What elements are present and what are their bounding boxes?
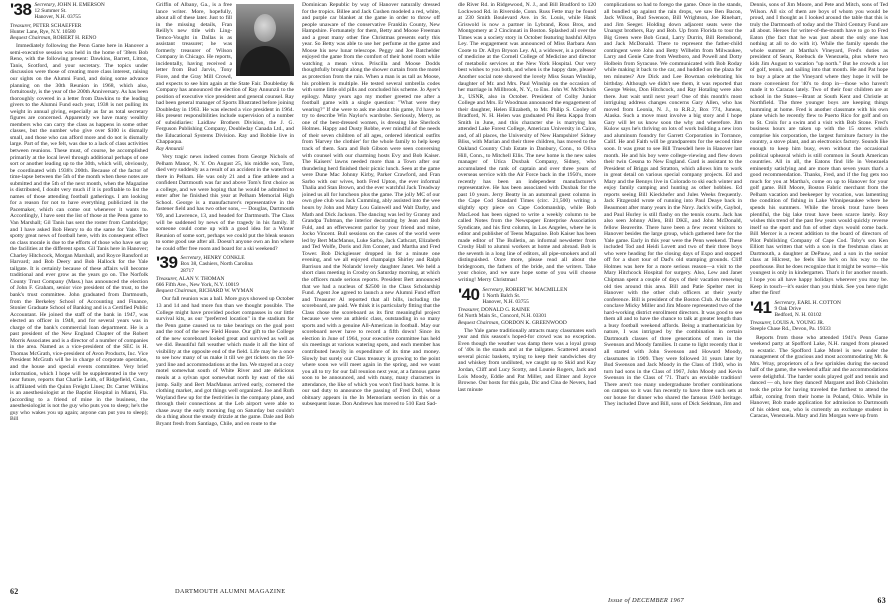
class-officers: Secretary, EARL H. COTTON 9 Oak Drive Bedford, N. H. 03102 [774, 299, 841, 319]
class-1938-continued-column [156, 2, 294, 427]
magazine-title: DARTMOUTH ALUMNI MAGAZINE [175, 588, 286, 595]
treasurer-info: Treasurer, PETER SCHAEFFER Hunter Lane, Rye, N.Y. 10580 Bequest Chairman, ROBERT H. RENO [10, 22, 97, 42]
class-notes-text: The Yale game traditionally attracts many classmates each year and this season's hoped-for crowd was no exception. Even though the weather was damp there was a loyal group of '40s in the stands and at the tailgates. Scattered around several picnic baskets, trying to keep their sandwiches dry and whiskey from undiluted, we caught up to Skid and Kay Jordan, Cliff and Lucy Scotty, and Lounie Rogers, Jack and Lois Moody, Eddie and Pat Miller, and Elmer and Joyce Browne. Our hosts for this gala, Dic and Cina de Nevers, had last minute [458, 327, 596, 393]
class-year: '39 [156, 253, 178, 273]
portrait-face [254, 14, 276, 42]
class-notes-text: Reports from those who attended 1941's Penn Game weekend party at Spofford Lake, N.H. ranged from pleased to ecstatic. The Spofford Lake Motel is new under the management of the gracious and most accommodating Mr. & Mrs. Wray, proprietors of a few sprinkles during the second half of the game, the weekend affair and the accommodations were delightful. The harder souls played golf and tennis and danced — oh, how they danced! Margaret and Bob Chisholm took the prize for having traveled the furthest to attend the affair, coming from their home in Poland, Ohio. While in Hanover, Bob made application for admission to Dartmouth of his oldest son, who is currently an exchange student in Caracas, Venezuela. Mary and Jim Morgan were up from [750, 334, 888, 420]
class-year: '38 [10, 2, 32, 19]
class-header-1941 [750, 297, 888, 319]
page-number: 63 [877, 596, 886, 605]
left-page [0, 0, 448, 600]
class-notes-text: complications so had to forego the game. Once in the stands, all bundled up against the rain drops, we saw Ben Bacon, Jack Wilson, Bud Swenson, Bill Wrightson, Joe Rinehart, and Jim Seeger. Holding down adjacent seats were the Unangst brothers, Ray and Bob. Up from Florida to tour the Big Green were Bob Graul, Larry Durrin, Bill Remsbond, and Jack McDonald. There to represent the father-child contingent were John and Betty Wilhelm from Milwaukee, Larry and Genie Cate from Westboro, and Powell and Dotty Holbein from Syracuse. We communicated with Bob Roday while making it back to the car, and huddled on the plaza for ten minutes? Are Dick and Lee Bowman celebrating his birthday. Although we didn't see them, it was reported that George Weiss, Don Hitchcock, and Ray Hotaling were also there. Just wait until next year! One of this month's most intriguing address changes concerns Gary Allen, who has moved from Leonia, N. J., to R.R.2, Box 774, Juneau, Alaska. Such a move must involve a big story and I hope Gary will let us know soon the why and wherefore. Jim Kulow says he's thriving on lots of work building a new iron and aluminum foundry for Garrett Corporation in Torrance, Calif. He and Faith will be grandparents for the second time soon. It was great to see Bill Truesdell here in Hanover last month. He and his boy were college-viewing and flew down their twin Cessna to New England. Gard is assistant to the President of Briggs and Stratton, which allows him to work in great detail on various special company projects. Ed and Mary and the Bennys live in Colorado to ski each winter and enjoy family camping and hunting as other hobbies. Ed reports seeing Bill Kieckhefer and Jules Weeks frequently. Jack Fitzgerald wrote of running into Paul Deaye back in Beaumont after many years in the Navy. Jack's wife, Gaybol, and Paul Hurley is still flashy on the tennis courts. Jack has also seen Johnny Allen, Bill DKE, and John McDonald, fellow Beaverite. There have been a few recent visitors to Hanover besides the large group, which gathered here for the Yale game. Early in this year were the Penn weekend. These included Tod and Heidi Lovett and two of their three boys who were heading for the closing days of Expo and stopped off for a short tour of Dad's old stamping grounds. Cliff Holmes was here for a more serious reason—a visit to the Mary Hitchcock Hospital for surgery. Also, Lew and Janet Chipman spent a couple of days of their vacation renewing old ties around this area. Bill and Patie Spelter met in Hanover with the other club officers at their yearly conference. Bill is president of the Boston Club. At the same conclave Micky Miller and Jim Moore represented two of the hard-working district enrollment directors. It was good to see them all and to have the chance to talk at greater length than a busy football weekend affords. Being a mathematician by nature, I was intrigued by the combination in certain Dartmouth classes of three generations of men in the Swenson and Moody families. It came to light recently that it all started with John Swenson and Howard Moody, classmates in 1909. They were followed 31 years later by Bud Swenson and Jack Moody in the Class of 1940, who in turn had sons in the Class of 1967, John Moody and Kevin Swenson in the Class of '71. That's an enviable tradition! There aren't too many undergraduate brother combinations on campus so it was fun recently to have three such sets at our house for dinner who shared the famous 1940 heritage. They included Dave and Bill, sons of Dick Seidman, Jim and [604, 2, 742, 408]
class-1940-continued-column [604, 2, 742, 408]
class-officers: Secretary, HENRY CONKLE Box 38, Cashiers, North Carolina 28717 [180, 255, 253, 274]
class-officers: Secretary, JOHN H. EMERSON 12 Summer St. Hanover, N.H. 03755 [34, 2, 105, 21]
class-1940-end-column [750, 2, 888, 420]
class-notes-text: Dennis, sons of Jim Moore, and Pete and Mitch, sons of Ted Wilson. All six of them are boys of whom you would be proud, and I thought as I looked around the table that this is truly the Dartmouth of today and the Third Century Fund are all about. Heroes for writer-of-the-month have to go to Fred Eaton (the fact that he was just about the only one has nothing at all to do with it). While the family spends the whole summer at Martha's Vineyard, Fred's duties as president of Sears, Roebuck de Venezuela, plus where two kids Jim August to vacation "up north." But he crowds a lot of golf, tennis, and sailing into that month. He and Pat hope to buy a place at the Vineyard where they hope it will be more convenient for '40's to drop in—those who haven't made it to Caracas lately. Two of their four children are at school in the States—Brant at South Kent and Christie at Northfield. The three younger boys are keeping things humming at home. Fred is another classmate with his own plane which he recently flew to Puerto Rico for golf and on to St. Croix for a swim and a visit with Bob Stone. Fred's business hours are taken up with the 15 stores which comprise his corporation, the largest furniture factory in the country, a stove plant, and an electronics factory. Sounds like enough to keep him busy, even without the occasional political upheaval which is still common in South American countries. All in all, the Eatons find life in Venezuela eminently satisfying and are more than seven years that's a good recommendation. Thanks, Fred, and if the fog gets too much for you at Martha's, come on up to Hanover for your golf game. Bill Moore, Boston Fabric merchant from the Pelham vacation and beekeeper by vocation, was lamenting the condition of fishing in Lake Winnipesaukee where he spends his summers. While the brook trout have been plentiful, the big lake trout have been scarce lately. Roy wishes this trend of the past few years would quickly reverse itself so the sport and fun of other days would come back. Bill Mercer is a recent addition to the board of directors of Pilot Publishing Company of Cape Cod. Toby's son Ken Elliott has written that with a son in the freshman class at Dartmouth, a daughter at DePauw, and a son in the senior class at Hilcrest, he feels like he's on his way to the poorhouse. But he does recognize that it might be worse—his youngest is only in kindergarten. That's it for another month. I hope you all have happy holidays wherever you may be. Keep in touch—it's easier than you think. See you here right after the first! [750, 2, 888, 297]
class-notes-text: Dominican Republic by way of Hanover naturally dressed for the tropics. Billee and Jack Cushen modeled a red, white, and purple car blanket at the game in order to throw off people unaware of the conservative Franklin County, New Hampshire. Fortunately for them, Betty and Moose Freeman and a great many other fine Christmas presents early this year. So Betty was able to use her perfume at the game and Moose his new lunar telescope. Peggy and Joe Batchelder enjoyed the game from the comfort of their hotel room while watching a mean virus. Priscilla and Moose Dodds thoughtfully brought along the shower curtain from the motel as protection from the rain. When a man is as tall as Moose, his problem is multiple. He tested several umbrella codes with some little old pills and concluded his scheme. Jo Ayer's epilogy. Many years ago my mother greeted me after a football game with a single question: "What were they wearing?" If she were to ask me about this game, I'd have to try to describe Win Naylor's wardrobe. Seriously, Merry, as one of the best-dressed women, is dressing like Sherlock Holmes. Happy and Dusty Robbe, ever mindful of the needs of their seven children of all ages, ordered identical outfits from 'Harvey the clothier' for the whole family to help keep track of them. Sara and Bob Gibson were seen conversing with counsel with our charming hosts Evy and Bob Kaiser. The Kaisers' lawns needed more than a Town after our thundering herd finished their picnic lunch. Seen at the game were Dune Mac Johnny Kirby, Parker Crawford, and Fran Sarbo with our wives, both Fred Upton, the ever informal Thalia and Stan Brown, and the ever watchful Jack Treadway joined us all for luncheon plus the game. The jolly MC of our own glee club was Jack Cumming, ably assisted into the wee hours by John and Mary Lou Gainwell and Walt Darby, and Math and Dick Jackson. The dancing was led by Granny and Grandpa Tubman, the interior decorating by Jean and Bob Fuld, and an effervescent parlor by your friend and mine, Jocko Vincent. Bull sessions on the cases of the world were led by Bert MacManus, Luke Sarbo, Jack Cathcart, Elizabeth and Ted Wolfe, Doris and Jim Conner, and Martha and Fred Tower. Bob Dickgiesser dropped in for a minute one evening, and we all enjoyed champaign Shirley and Ralph Barrison and the Nolands' lovely daughter Janet. We held a short class meeting in Crosby on Saturday morning, at which the officers made serious reports. President Bert announced that we had a nucleus of $2500 in the Class Scholarship Fund. Agent Joe agreed to launch a new Alumni Fund effort and Treasurer Al reported that all bills, including the scoreboard, are paid. We think it is particularly fitting that the Class chose the scoreboard as its first meaningful project because we were an athletic class, outstanding in so many sports and with a genuine All-American in football. May our scoreboard never have to record a fifth down! Since its election in June of 1964, your executive committee has held six meetings at various watering spots, and each member has contributed heavily in expenditure of its time and money. Slowly but surely our Class treasury is growing to the point where soon we will meet again in the spring, and we want you all to try for our fall reunion next year, at a famous game soon to be announced, and with many, many characters in attendance, the like of which you won't find back home. It is our sad duty to announce the passing of Fred Doll, whose obituary appears in the In Memoriam section in this or a subsequent issue. Don Andrews has moved to 510 East Sad- [302, 2, 440, 408]
photo-caption: Ray Annunzii [156, 146, 184, 153]
class-1939-end-column [458, 2, 596, 393]
class-notes-text: Immediately following the Penn Game here in Hanover a semi-executive session was held in the home of '38ers Bob Reno, with the following present: Dawkins, Barrett, Litton, Tanis, Scotford, and your secretary. The topics under discussion were those of creating more class interest, raising our sights on the Alumni Fund, and doing some advance planning on the 30th Reunion in 1968, which also, fortuitously, is the year of the 200th Anniversary. As has been thoroughly covered in a letter from Dawkins to the leading givers to the Alumni Fund each year, 1938 is not pulling its weight in annual giving, especially as far as total secretary figures are concerned. Apparently we have many wealthy members who can carry the class as happens in some other classes, but the number who give over $100 is dismally small, and those who can afford more and do not is dismally large. Part of the, we felt, was due to a lack of class activities between reunions. These must, of course, be accomplished primarily at the local level through additional perhaps of one sort or another leading up to the 30th, which will, obviously, be coordinated with 1938's 200th. Because of the factor of time-lapse between the 5th of the month when these notes are submitted and the 5th of the next month, when the Magazine is distributed, I doubt very much if it is profitable to list the names of those attending football gatherings. I am looking for a reason for not to have everything publicized in the Pacemaker, which can come out whenever it wants to. Accordingly, I have sent the list of those at the Penn game to Van Marshall; Gil Tanis has sent the roster from Cambridge; and I have asked Bob Henry to do the same for Yale. The spotty great news of football here, with its consequent effect on class morale is due to the efforts of those who have set up the facilities at the different spots. Gil Tanis here in Hanover; Charley Hitchcock, Morgan Marshall, and Royce Ransford at Harvard; and Bob Deery and Bob Hallock for the Yale tailgate. It is certainly because of these affairs will become traditional and ever grow as the years go on. The Norfolk County Trust Company (Mass.) has announced the election of John F. Graham, senior vice president of the trust, to the bank's trust committee. John graduated from Dartmouth, from the Berkeley School of Accounting and Finance, Stonier Graduate School of Banking and is a Certified Public Accountant. He joined the staff of the bank in 1947, was elected an officer in 1948, and for several years was in charge of the bank's commercial loan department. He is a past president of the New England Chapter of the Robert Morris Associates and is a director of a number of companies in the area. Named as a vice-president of the SEC is H. Thomas McGrath, vice-president of Avon Products, Inc. Vice President McGrath will be in charge of corporate operation, and the house and special events committee. Very brief information, which I hope will be supplemented in the very near future, reports that Charlie Leith, of Ridgefield, Conn., is affiliated with the Quinn Freight Lines; Dr. Carter Wilkins is an anesthesiologist at the Baptist Hospital in Miami, Fla. (according to a friend of mine in the business, the anesthesiologist is not the guy who puts you to sleep; he's the guy who wakes you up again; anyone can put you to sleep); Bill [10, 43, 148, 423]
class-header-1939 [156, 255, 294, 274]
class-header-1940 [458, 284, 596, 306]
class-notes-text: dle River Rd. in Ridgewood, N. J., and Bill Bradford to 120 Lockwood Rd. in Riverside, Conn. Russ Fette may be found at 230 Smith Boulevard Ave. in St. Louis, while Hank Griswold is now a partner in Lybrand, Ross Bros, and Montgomery at 2 Cincinnati in Boston. Splashed all over the Times was a society story in October featuring bashful Allyn Ley. The engagement was announced of Miss Barbara Ann Coote to Dr. Allyn Bryson Ley. Al, a widower, is a professor of medicine at the Cornell College of Medicine and director of metabolic services at the New York Hospital. Our very best wishes to you both, and when is the happy date, please? Another social note showed the lovely Miss Susan Winship, daughter of Mr. and Mrs. Paul Winship on the occasion of her marriage in Millbrook, N. Y., to Ens. John W. McNichols Jr., USNR, also in October. President of Colby Junior College and Mrs. Er Woodman announced the engagement of their daughter, Helen Elizabeth, to Mr. Philip S. Cooley of Bradford, N. H. Helen was graduated Phi Beta Kappa from Smith in June, and this character she is marrying has attended Lake Forest College, American University in Cairo, and, of all places, the University of New Hampshire! Sidney Bliss, with Marian and their three children, has moved to the Oakland Country Club Estate in Danbury, Conn., to Oliva Hill, Conn., to Mitchell Ellis. The new home is the new sales manager of Utica Duxbak Company, Sidney, who accumulated the rank of captain and over three years of overseas service with the Air Force back in the 1950's, more recently has been an independent manufacturer's representative. He has been associated with Duxbak for the past 10 years. Jerry Beatty in an autumnal guest column in the Cape Cod Standard Times (circ. 21,500) writing a slightly spry piece on Cape Codomanship, while Bob MacLeod has been signed to write a weekly column to be called Notes from the Newspaper Enterprise Association Syndicate, and his first column, in Los Angeles, where he is editor and publisher of Teens Magazine. Bob Kaiser has been made editor of The Bulletin, an informal newsletter from Crosby Hall to alumni workers at home and abroad. Bob is the seventh in a long line of editors, all pipe-smokers and all distinguished. Once more, please read all about the bridegroom, the fathers of the bride, and the writers. Take your choice, and we sure hope some of you will choose writing! Merry Christmas! [458, 2, 596, 283]
class-officers: Secretary, ROBERT W. MACMILLEN 1 North Balch St. Hanover, N.H. 03755 [482, 286, 568, 305]
left-page-footer [10, 587, 440, 596]
class-notes-text: Griffin of Albany, Ga., is a free lance writer. More, hopefully, about all of these later. Just to fill in the missing details, Fran Reilly's new title with Ling-Temco-Vought in Dallas is as assistant treasurer; he was formerly treasurer of Wilson Company in Chicago. He reports, incidentally, having received a letter from Bud Jarvis, Tony Fiore, and the Gray Mill Crowd, and expects to see him again at the State Fair. Doubleday & Company has announced the election of Ray Annunzii to the position of executive vice president and general counsel. Ray had been general manager of Sports Illustrated before joining Doubleday in 1963. He was elected a vice president in 1964. His present responsibilities include supervision of a number of subsidiaries: Laidlaw Brothers Division, the J. G. Ferguson Publishing Company, Doubleday Canada Ltd., and the Educational Systems Division. Ray and Bobbie live in Chappaqua. [156, 2, 294, 146]
issue-date: Issue of DECEMBER 1967 [608, 597, 684, 604]
class-header-1938 [10, 2, 148, 21]
portrait-shoulders [240, 46, 290, 76]
portrait-photo [236, 4, 294, 76]
right-page [448, 0, 896, 605]
page-number: 62 [10, 587, 19, 596]
class-year: '40 [458, 284, 480, 304]
class-1939-continued-column [302, 2, 440, 408]
class-year: '41 [750, 297, 772, 317]
class-notes-text: Our fall reunion was a ball. More guys showed up October 13 and 14 and had more fun than we thought possible. The College might have provided pocket compasses in our little survival kits, as our "preferred location" in the stadium for the Penn game caused us to take bearings on the goal post and the roof of the new Field House. Our gift to the College of the new scoreboard looked great and survived as well as we did. Beautiful fall weather which made it all the hint of visibility at the opposite end of the field. Life may be a once to see how many of us make it till we get tickets on the 50-yard line and accommodations at the Inn. We stayed at a cozy motel somewhat south of White River and ate delicious meals at a sylvan spot somewhat north by east of the ski jump. Sally and Bert MacManus arrived early, cornered the clothing market, and got things well organized. Joe and Ruth Wayland flew up for the festivities in the company plane, and through their connections at the Leb airport were able to chase away the early morning fog on Saturday but couldn't do a thing about the steady drizzle at the game. Dale and Bob Bryant fresh from Santiago, Chile, and en route to the [156, 296, 294, 427]
class-1938-column [10, 2, 148, 423]
treasurer-info: Treasurer, ALAN V. THOMAN 666 Fifth Ave., New York, N.Y. 10019 Bequest Chairman, RICHARD W. WYMAN [156, 275, 254, 295]
treasurer-info: Treasurer, DONALD G. RAINIE 64 North Main St., Concord, N.H. 03301 Bequest Chairman, GORDON K. GREENWOOD [458, 307, 567, 326]
class-notes-text: Very tragic news indeed comes from George Nichols of Pelham Manor, N. Y. On August 25, his middle son, Tom, died very suddenly as a result of an accident in the waterfront there in Pelham. He was only 21 and a fine athlete and a confident Dartmouth was far and above Tom's first choice as a college, and we were hoping that he would be admitted to enter after he finished this year at Pelham Memorial High School. George is a manufacturer's representative in the fastener field and has two other sons, — Douglas, Dartmouth '69, and Lawrence, 13, and headed for Dartmouth. The Class will be saddened by news of the tragedy in his family. If someone could come up with a good idea for a Winter Reunion of some sort, perhaps we could put the bleak season to some good use after all. Doesn't anyone own an Inn where he could offer free room and board for a ski weekend? [156, 154, 294, 252]
treasurer-info: Treasurer, LOUIS A. YOUNG JR. Steeple Chase Rd., Devon, Pa. 19333 [750, 320, 831, 333]
